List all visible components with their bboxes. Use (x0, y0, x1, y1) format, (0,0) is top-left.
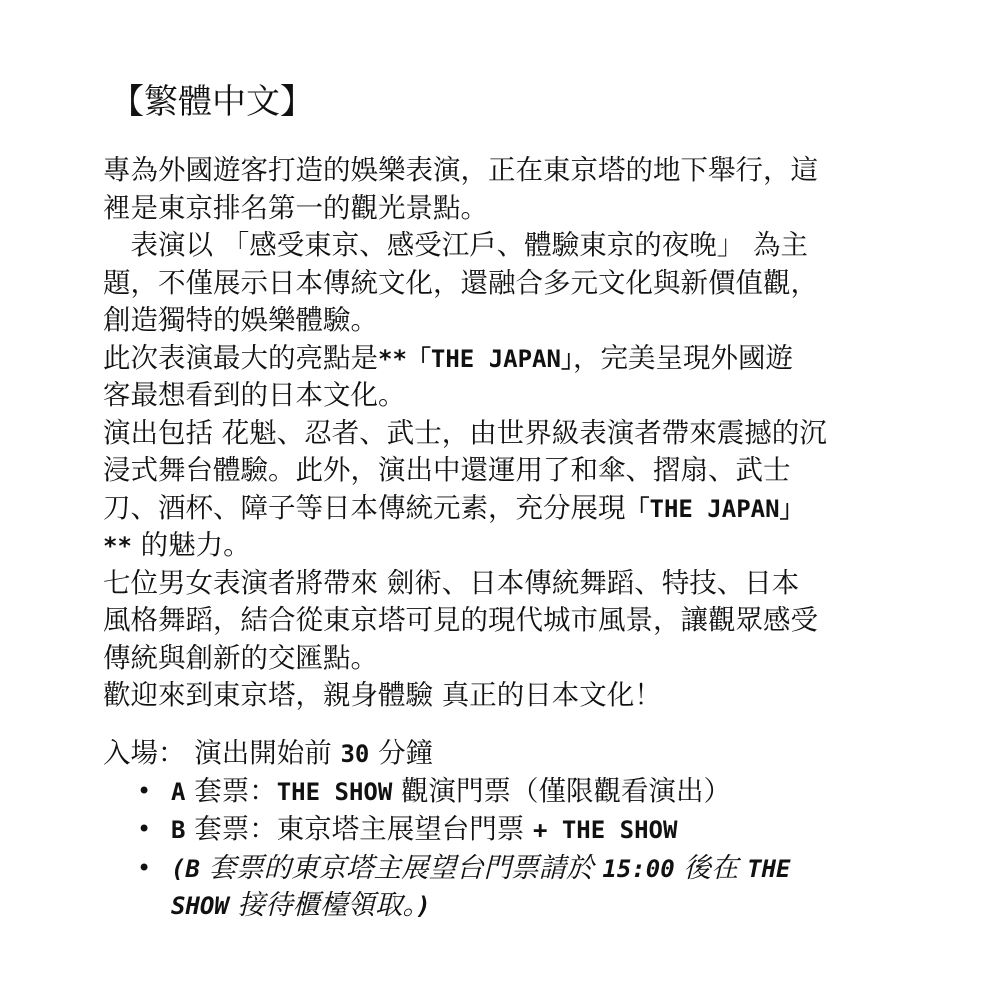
ticket-a-code: A (171, 777, 186, 806)
description-body (103, 152, 903, 715)
ticket-a-description: 觀演門票（僅限觀看演出） (392, 774, 732, 807)
paragraph-5-line-1: 七位男女表演者將帶來 劍術、日本傳統舞蹈、特技、日本 (103, 566, 800, 599)
paragraph-4-line-3 (103, 490, 903, 528)
bullet-icon: • (137, 815, 152, 843)
paragraph-3-line-1 (103, 340, 903, 378)
ticket-b-item (103, 811, 923, 850)
paragraph-4-line-2: 浸式舞台體驗。此外，演出中還運用了和傘、摺扇、武士 (103, 454, 791, 486)
ticket-a-show: THE SHOW (276, 777, 393, 806)
highlight-title: **「THE JAPAN」 (378, 344, 573, 373)
admission-text-pre: 演出開始前 (185, 737, 341, 769)
ticket-b-code: B (171, 816, 186, 844)
admission-line (103, 735, 923, 773)
paragraph-2-line-2: 題，不僅展示日本傳統文化，還融合多元文化與新價值觀， (103, 266, 818, 299)
admission-section (103, 735, 923, 925)
paragraph-3-line-2: 客最想看到的日本文化。 (103, 379, 406, 411)
highlight-text-pre: 此次表演最大的亮點是 (103, 341, 378, 374)
note-open-code: (B (171, 854, 200, 883)
elements-title: 「THE JAPAN」 (625, 494, 804, 523)
highlight-text-post: ，完美呈現外國遊 (572, 341, 793, 374)
ticket-a-label: 套票： (185, 774, 277, 807)
paragraph-1-line-2: 裡是東京排名第一的觀光景點。 (103, 191, 488, 224)
paragraph-2-line-1: 表演以 「感受東京、感受江戶、體驗東京的夜晚」 為主 (103, 229, 808, 261)
note-text-3: 接待櫃檯領取。 (228, 889, 417, 921)
ticket-note-item (103, 850, 923, 925)
admission-label: 入場： (103, 737, 186, 769)
elements-charm-text: 的魅力。 (131, 529, 251, 561)
admission-text-post: 分鐘 (369, 737, 434, 769)
paragraph-5-line-3: 傳統與創新的交匯點。 (103, 641, 378, 674)
paragraph-6-line-1: 歡迎來到東京塔，親身體驗 真正的日本文化！ (103, 679, 662, 711)
bullet-icon: • (137, 776, 152, 805)
note-text-2: 後在 (674, 851, 748, 884)
paragraph-5-line-2: 風格舞蹈，結合從東京塔可見的現代城市風景，讓觀眾感受 (103, 604, 818, 636)
note-close: ) (416, 892, 431, 920)
bullet-icon: • (137, 853, 152, 882)
paragraph-4-line-4 (103, 527, 903, 565)
paragraph-4-line-1: 演出包括 花魁、忍者、武士，由世界級表演者帶來震撼的沉 (103, 416, 827, 449)
ticket-note-line-1 (171, 850, 923, 888)
admission-minutes: 30 (340, 740, 370, 768)
elements-text: 刀、酒杯、障子等日本傳統元素，充分展現 (103, 491, 626, 524)
ticket-b-show: + THE SHOW (532, 816, 678, 844)
ticket-list (103, 773, 923, 925)
elements-asterisks: ** (103, 532, 132, 560)
note-show-1: THE (747, 854, 791, 883)
note-time: 15:00 (602, 854, 675, 883)
paragraph-1-line-1: 專為外國遊客打造的娛樂表演，正在東京塔的地下舉行，這 (103, 154, 818, 186)
ticket-note-line-2 (171, 887, 923, 925)
note-text-1: 套票的東京塔主展望台門票請於 (199, 851, 603, 884)
ticket-a-item (103, 773, 923, 812)
language-heading: 【繁體中文】 (110, 82, 314, 122)
ticket-b-label: 套票：東京塔主展望台門票 (185, 813, 533, 845)
paragraph-2-line-3: 創造獨特的娛樂體驗。 (103, 304, 378, 336)
note-show-2: SHOW (171, 892, 229, 920)
